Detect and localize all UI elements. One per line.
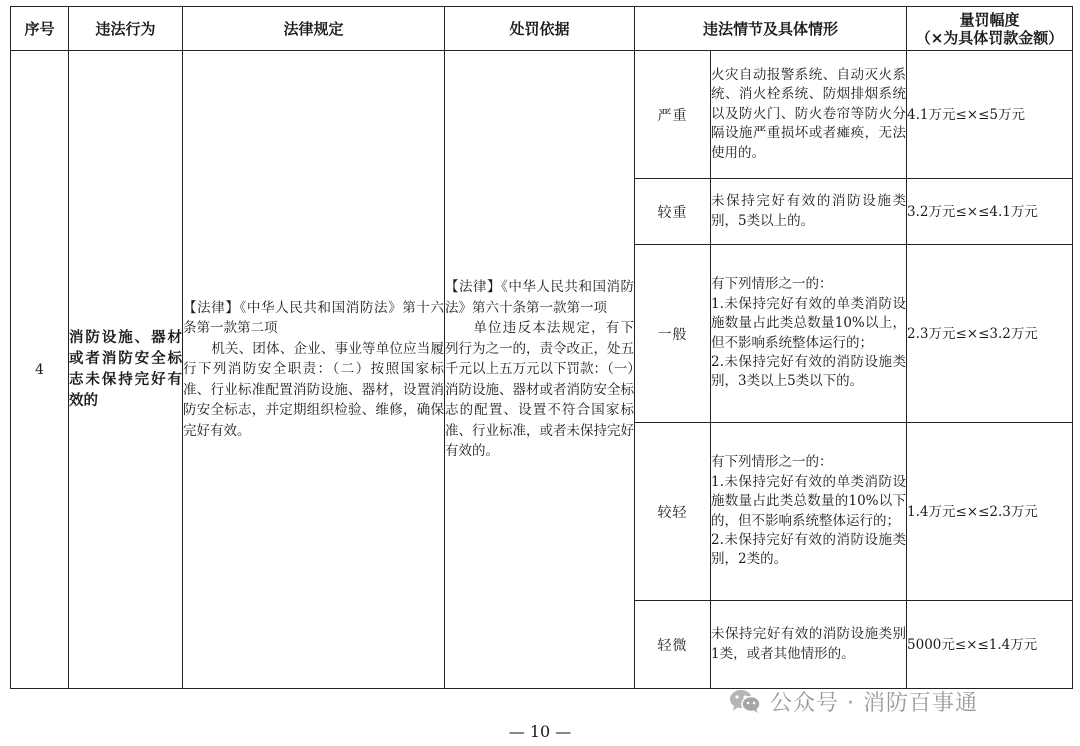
law-cell bbox=[183, 51, 445, 689]
desc-severe bbox=[711, 51, 907, 179]
header-circumstances: 违法情节及具体情形 bbox=[635, 7, 907, 51]
level-severe: 严重 bbox=[635, 51, 711, 179]
header-law: 法律规定 bbox=[183, 7, 445, 51]
header-penalty-range-note: （×为具体罚款金额） bbox=[915, 28, 1064, 47]
header-violation: 违法行为 bbox=[69, 7, 183, 51]
desc-general bbox=[711, 245, 907, 423]
watermark bbox=[728, 686, 978, 716]
header-penalty-basis: 处罚依据 bbox=[445, 7, 635, 51]
desc-line: 未保持完好有效的消防设施类别1类，或者其他情形的。 bbox=[711, 626, 907, 662]
desc-line: 1.未保持完好有效的单类消防设施数量占此类总数量的10%以下的，但不影响系统整体运行的； bbox=[711, 473, 907, 529]
basis-text: 单位违反本法规定，有下列行为之一的，责令改正，处五千元以上五万元以下罚款：（一）消防设施、器材或者消防安全标志的配置、设置不符合国家标准、行业标准，或者未保持完好有效的。 bbox=[445, 320, 634, 460]
law-citation: 【法律】《中华人民共和国消防法》第十六条第一款第二项 bbox=[183, 299, 444, 337]
wechat-icon bbox=[728, 688, 762, 714]
amount-lighter: 1.4万元≤×≤2.3万元 bbox=[907, 423, 1073, 601]
header-penalty-range-title: 量罚幅度 bbox=[959, 10, 1020, 29]
law-text: 机关、团体、企业、事业等单位应当履行下列消防安全职责：（二）按照国家标准、行业标准配置消防设施、器材，设置消防安全标志，并定期组织检验、维修，确保完好有效。 bbox=[183, 340, 444, 439]
desc-line: 1.未保持完好有效的单类消防设施数量占此类总数量10%以上，但不影响系统整体运行的； bbox=[711, 295, 907, 351]
amount-minor: 5000元≤×≤1.4万元 bbox=[907, 601, 1073, 689]
level-general: 一般 bbox=[635, 245, 711, 423]
desc-line: 2.未保持完好有效的消防设施类别，3类以上5类以下的。 bbox=[711, 353, 907, 390]
table-row bbox=[11, 51, 1073, 179]
desc-minor bbox=[711, 601, 907, 689]
desc-heavier bbox=[711, 179, 907, 245]
level-minor: 轻微 bbox=[635, 601, 711, 689]
desc-line: 未保持完好有效的消防设施类别，5类以上的。 bbox=[711, 193, 907, 229]
desc-line: 有下列情形之一的： bbox=[711, 276, 833, 293]
amount-severe: 4.1万元≤×≤5万元 bbox=[907, 51, 1073, 179]
level-heavier: 较重 bbox=[635, 179, 711, 245]
page-number: — 10 — bbox=[508, 722, 572, 741]
header-seq: 序号 bbox=[11, 7, 69, 51]
desc-line: 有下列情形之一的： bbox=[711, 454, 833, 471]
basis-cell bbox=[445, 51, 635, 689]
desc-line: 火灾自动报警系统、自动灭火系统、消火栓系统、防烟排烟系统以及防火门、防火卷帘等防火分隔设施严重损坏或者瘫痪，无法使用的。 bbox=[711, 66, 907, 161]
desc-lighter bbox=[711, 423, 907, 601]
amount-general: 2.3万元≤×≤3.2万元 bbox=[907, 245, 1073, 423]
header-row bbox=[11, 7, 1073, 51]
watermark-text: 公众号 · 消防百事通 bbox=[770, 690, 978, 716]
header-penalty-range bbox=[907, 7, 1073, 51]
amount-heavier: 3.2万元≤×≤4.1万元 bbox=[907, 179, 1073, 245]
violation-cell: 消防设施、器材或者消防安全标志未保持完好有效的 bbox=[69, 51, 183, 689]
basis-citation: 【法律】《中华人民共和国消防法》第六十条第一款第一项 bbox=[445, 279, 634, 316]
level-lighter: 较轻 bbox=[635, 423, 711, 601]
penalty-table bbox=[10, 6, 1073, 689]
desc-line: 2.未保持完好有效的消防设施类别，2类的。 bbox=[711, 531, 907, 568]
row-seq: 4 bbox=[11, 51, 69, 689]
